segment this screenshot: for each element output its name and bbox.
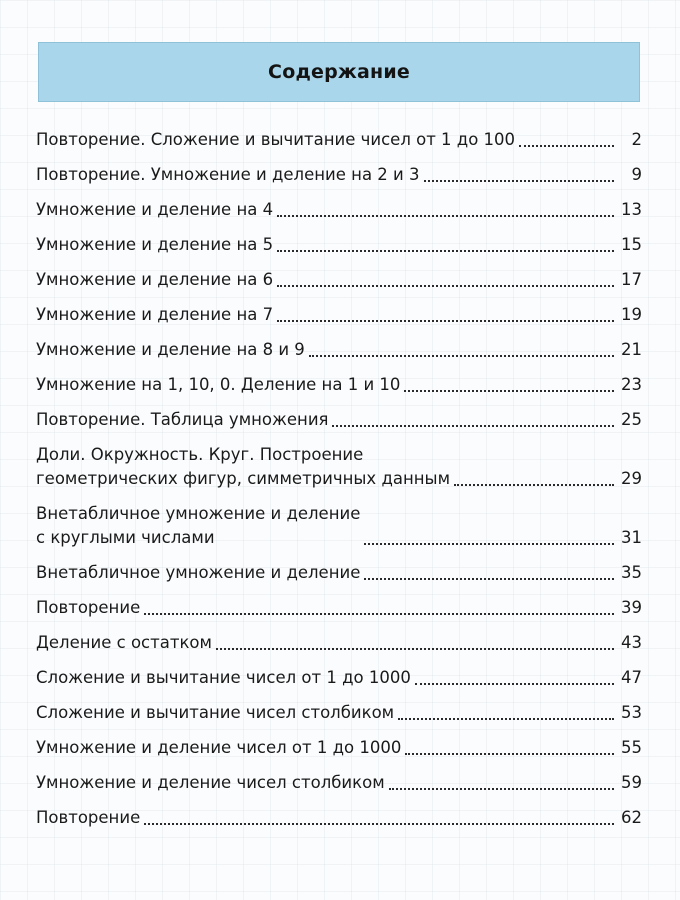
toc-page-number: 19 [621, 305, 642, 324]
toc-entry-line: Доли. Окружность. Круг. Построение [36, 445, 364, 464]
toc-entry-line: Умножение и деление на 5 [36, 235, 274, 254]
toc-entry [36, 303, 642, 327]
toc-page-number: 39 [621, 598, 642, 617]
toc-entry [36, 443, 642, 491]
toc-page-number: 2 [631, 130, 642, 149]
toc-entry-title [36, 502, 360, 550]
toc-entry-title [36, 198, 273, 222]
toc-page-number: 53 [621, 703, 642, 722]
table-of-contents [36, 128, 642, 841]
toc-entry-line: Умножение и деление на 6 [36, 270, 274, 289]
toc-entry-line: Повторение [36, 808, 141, 827]
toc-page-number: 25 [621, 410, 642, 429]
toc-entry-title [36, 408, 328, 432]
toc-entry [36, 666, 642, 690]
toc-entry-line: Повторение. Сложение и вычитание чисел от 1 до 100 [36, 130, 516, 149]
toc-entry [36, 408, 642, 432]
toc-entry-title [36, 163, 420, 187]
toc-entry [36, 631, 642, 655]
toc-entry-title [36, 561, 360, 585]
dot-leader [277, 214, 614, 217]
toc-entry [36, 736, 642, 760]
toc-entry-title [36, 128, 515, 152]
dot-leader [398, 717, 614, 720]
dot-leader [216, 647, 614, 650]
toc-entry-title [36, 631, 212, 655]
toc-entry-title [36, 771, 385, 795]
toc-entry-line: Умножение и деление на 4 [36, 200, 274, 219]
toc-entry-line: Сложение и вычитание чисел столбиком [36, 703, 395, 722]
toc-entry [36, 338, 642, 362]
toc-page-number: 17 [621, 270, 642, 289]
toc-page-number: 47 [621, 668, 642, 687]
title-banner [38, 42, 640, 102]
toc-page-number: 62 [621, 808, 642, 827]
dot-leader [454, 483, 614, 486]
toc-entry-line: с круглыми числами [36, 528, 215, 547]
dot-leader [364, 577, 614, 580]
toc-entry-line: Умножение и деление на 7 [36, 305, 274, 324]
toc-page-number: 55 [621, 738, 642, 757]
toc-page-number: 15 [621, 235, 642, 254]
toc-entry [36, 701, 642, 725]
dot-leader [277, 284, 614, 287]
toc-page-number: 13 [621, 200, 642, 219]
toc-entry-title [36, 443, 450, 491]
toc-entry-line: Умножение и деление на 8 и 9 [36, 340, 305, 359]
toc-entry [36, 128, 642, 152]
toc-entry-title [36, 373, 400, 397]
toc-entry-line: Умножение и деление чисел столбиком [36, 773, 385, 792]
toc-entry [36, 502, 642, 550]
toc-entry-title [36, 268, 273, 292]
toc-page-number: 59 [621, 773, 642, 792]
toc-page-number: 35 [621, 563, 642, 582]
toc-entry-title [36, 701, 394, 725]
toc-entry-line: Внетабличное умножение и деление [36, 504, 361, 523]
toc-entry-title [36, 666, 411, 690]
toc-entry-line: Повторение. Умножение и деление на 2 и 3 [36, 165, 420, 184]
toc-entry-line: Умножение на 1, 10, 0. Деление на 1 и 10 [36, 375, 401, 394]
toc-page-number: 43 [621, 633, 642, 652]
dot-leader [332, 424, 614, 427]
toc-entry-line: Сложение и вычитание чисел от 1 до 1000 [36, 668, 411, 687]
toc-entry-line: Умножение и деление чисел от 1 до 1000 [36, 738, 402, 757]
toc-entry [36, 806, 642, 830]
dot-leader [424, 179, 614, 182]
toc-entry [36, 561, 642, 585]
toc-entry-title [36, 596, 140, 620]
dot-leader [309, 354, 614, 357]
toc-entry [36, 268, 642, 292]
toc-entry [36, 596, 642, 620]
toc-page-number: 21 [621, 340, 642, 359]
dot-leader [364, 542, 614, 545]
dot-leader [144, 612, 614, 615]
dot-leader [389, 787, 614, 790]
dot-leader [519, 144, 614, 147]
dot-leader [415, 682, 614, 685]
toc-entry-title [36, 303, 273, 327]
toc-entry-line: Деление с остатком [36, 633, 212, 652]
dot-leader [277, 319, 614, 322]
toc-entry [36, 771, 642, 795]
dot-leader [404, 389, 614, 392]
toc-entry-title [36, 233, 273, 257]
toc-entry-line: Повторение [36, 598, 141, 617]
toc-entry-line: Внетабличное умножение и деление [36, 563, 361, 582]
dot-leader [144, 822, 614, 825]
page-title: Содержание [268, 61, 410, 83]
toc-page-number: 31 [621, 528, 642, 547]
toc-entry-title [36, 736, 401, 760]
toc-entry-title [36, 338, 305, 362]
toc-entry-title [36, 806, 140, 830]
toc-entry [36, 233, 642, 257]
toc-entry-line: Повторение. Таблица умножения [36, 410, 329, 429]
dot-leader [405, 752, 614, 755]
toc-entry [36, 198, 642, 222]
toc-entry [36, 373, 642, 397]
toc-page-number: 9 [631, 165, 642, 184]
toc-page-number: 29 [621, 469, 642, 488]
dot-leader [277, 249, 614, 252]
toc-entry-line: геометрических фигур, симметричных данным [36, 469, 451, 488]
toc-page-number: 23 [621, 375, 642, 394]
toc-entry [36, 163, 642, 187]
